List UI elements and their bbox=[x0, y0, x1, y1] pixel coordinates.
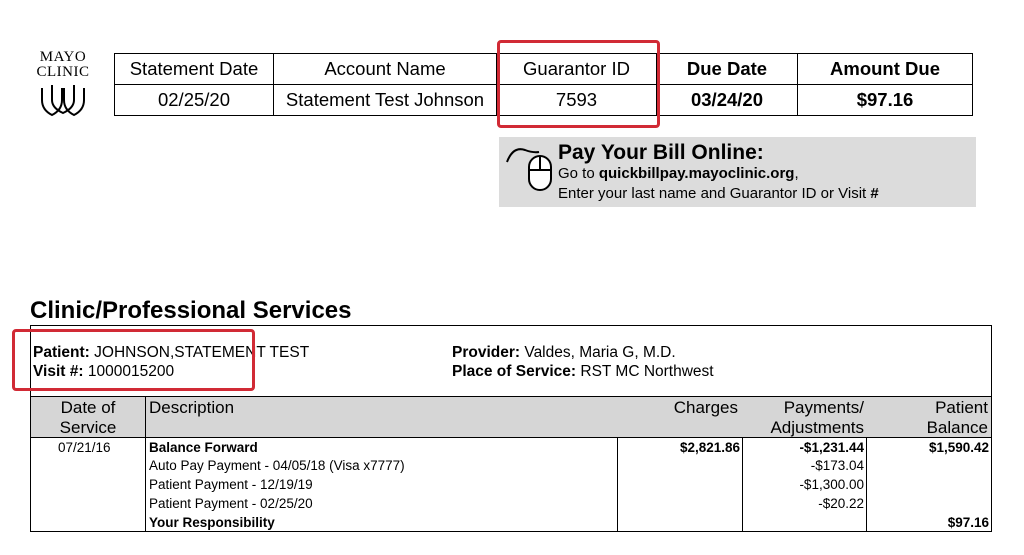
row-0-charges: $2,821.86 bbox=[679, 440, 740, 455]
header-due-date: Due Date bbox=[657, 54, 798, 85]
th-payments-l1: Payments/ bbox=[783, 398, 864, 417]
shield-logo-icon bbox=[39, 84, 87, 118]
th-charges: Charges bbox=[673, 398, 738, 417]
row-3-description: Patient Payment - 02/25/20 bbox=[149, 496, 313, 511]
patient-visit-highlight bbox=[12, 329, 255, 391]
section-title: Clinic/Professional Services bbox=[30, 297, 352, 324]
row-4-description: Your Responsibility bbox=[149, 515, 275, 530]
provider-value: Valdes, Maria G, M.D. bbox=[524, 344, 676, 361]
row-0-balance: $1,590.42 bbox=[928, 440, 989, 455]
header-guarantor-id: Guarantor ID bbox=[497, 54, 657, 85]
pay-online-line2 bbox=[558, 185, 879, 202]
pay-online-line1 bbox=[558, 165, 799, 182]
col-divider-3 bbox=[742, 438, 743, 532]
pay-online-link[interactable]: quickbillpay.mayoclinic.org bbox=[598, 165, 795, 182]
col-divider-2 bbox=[617, 438, 618, 532]
row-1-payments: -$173.04 bbox=[810, 458, 864, 473]
place-of-service-line bbox=[452, 363, 714, 381]
provider-label: Provider: bbox=[452, 344, 521, 361]
th-patient-balance bbox=[869, 398, 988, 438]
logo-text-clinic: CLINIC bbox=[36, 64, 90, 80]
header-account-name: Account Name bbox=[274, 54, 497, 85]
provider-line bbox=[452, 344, 676, 362]
th-date-l2: Service bbox=[59, 418, 117, 437]
header-amount-due: Amount Due bbox=[798, 54, 973, 85]
th-description: Description bbox=[149, 398, 235, 417]
value-due-date: 03/24/20 bbox=[657, 85, 798, 116]
mouse-icon bbox=[503, 142, 555, 194]
pay-line2-prefix: Enter your last name and Guarantor ID or Visit bbox=[558, 185, 871, 202]
col-divider-1 bbox=[145, 396, 146, 532]
header-statement-date: Statement Date bbox=[115, 54, 274, 85]
th-date-of-service bbox=[32, 398, 144, 438]
th-balance-l2: Balance bbox=[926, 418, 988, 437]
th-payments-adjustments bbox=[745, 398, 864, 438]
patient-value: JOHNSON,STATEMENT TEST bbox=[94, 344, 310, 361]
pay-line2-hash: # bbox=[870, 185, 879, 202]
value-statement-date: 02/25/20 bbox=[115, 85, 274, 116]
pay-line1-suffix: , bbox=[794, 165, 799, 182]
row-4-balance: $97.16 bbox=[947, 515, 989, 530]
patient-label: Patient: bbox=[33, 344, 90, 361]
th-balance-l1: Patient bbox=[935, 398, 988, 417]
th-date-l1: Date of bbox=[60, 398, 116, 417]
value-account-name: Statement Test Johnson bbox=[274, 85, 497, 116]
row-0-payments: -$1,231.44 bbox=[799, 440, 864, 455]
guarantor-id-highlight bbox=[497, 40, 660, 128]
pay-online-title: Pay Your Bill Online: bbox=[558, 141, 764, 164]
mayo-clinic-logo bbox=[28, 50, 98, 118]
th-payments-l2: Adjustments bbox=[770, 418, 864, 437]
visit-label: Visit #: bbox=[33, 363, 84, 380]
visit-value: 1000015200 bbox=[87, 363, 175, 380]
col-divider-4 bbox=[866, 438, 867, 532]
row-1-description: Auto Pay Payment - 04/05/18 (Visa x7777) bbox=[149, 458, 405, 473]
row-0-date: 07/21/16 bbox=[58, 440, 111, 455]
row-2-description: Patient Payment - 12/19/19 bbox=[149, 477, 313, 492]
place-value: RST MC Northwest bbox=[580, 363, 714, 380]
place-label: Place of Service: bbox=[452, 363, 577, 380]
row-0-description: Balance Forward bbox=[149, 440, 258, 455]
value-guarantor-id: 7593 bbox=[497, 85, 657, 116]
pay-line1-prefix: Go to bbox=[558, 165, 599, 182]
logo-text-mayo: MAYO bbox=[39, 49, 87, 65]
row-3-payments: -$20.22 bbox=[818, 496, 864, 511]
row-2-payments: -$1,300.00 bbox=[799, 477, 864, 492]
value-amount-due: $97.16 bbox=[798, 85, 973, 116]
